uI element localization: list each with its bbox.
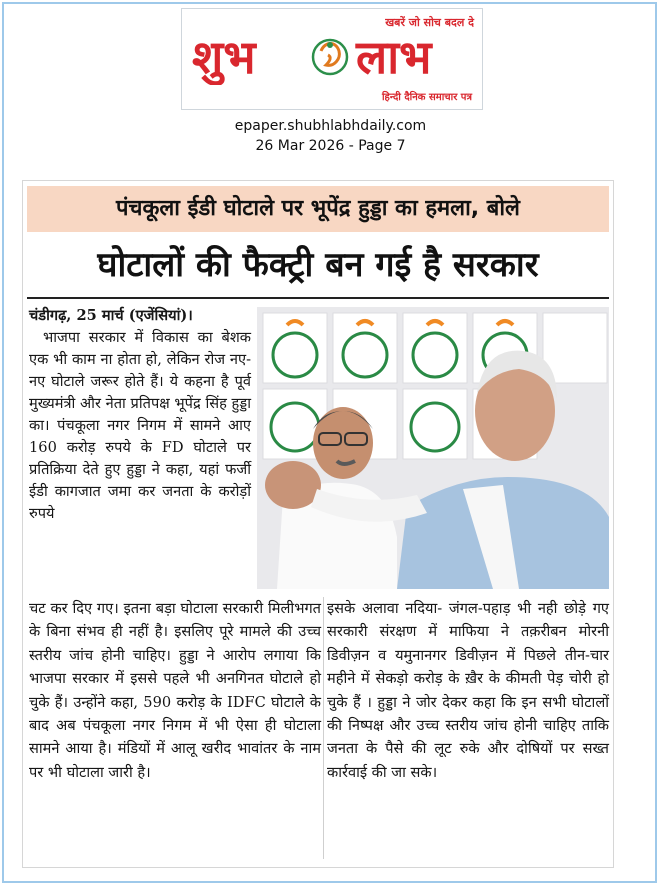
newspaper-masthead: [181, 8, 483, 110]
photo-illustration: [257, 307, 609, 589]
article-headline: घोटालों की फैक्ट्री बन गई है सरकार: [97, 245, 539, 285]
epaper-url: epaper.shubhlabhdaily.com: [234, 118, 427, 134]
news-article: [22, 180, 614, 868]
article-paragraph-intro: भाजपा सरकार में विकास का बेशक एक भी काम ना होता हो, लेकिन रोज नए-नए घोटाले जरूर होते हैं। ये कहना है पूर्व मुख्यमंत्री और नेता प्रतिपक्ष भूपेंद्र सिंह हुड्डा का। पंचकूला नगर निगम में सामने आए 160 करोड़ रुपये के FD घोटाले पर प्रतिक्रिया देते हुए हुड्डा ने कहा, यहां फर्जी ईडी कागजात जमा कर जनता के करोड़ों रुपये: [29, 329, 251, 522]
article-subhead: पंचकूला ईडी घोटाले पर भूपेंद्र हुड्डा का हमला, बोले: [27, 186, 609, 232]
masthead-title-right: लाभ: [356, 30, 432, 84]
article-paragraph-continued: चट कर दिए गए। इतना बड़ा घोटाला सरकारी मिलीभगत के बिना संभव ही नहीं है। इसलिए पूरे मामले की उच्च स्तरीय जांच होनी चाहिए। हुड्डा ने आरोप लगाया कि भाजपा सरकार में इससे पहले भी अनगिनत घोटाले हो चुके हैं। उन्होंने कहा, 590 करोड़ के IDFC घोटाले के बाद अब पंचकूला नगर निगम में भी ऐसा ही घोटाला सामने आया है। मंडियों में आलू खरीद भावांतर के नाम पर भी घोटाला जारी है।: [29, 600, 321, 781]
edition-date-page: 26 Mar 2026 - Page 7: [255, 138, 406, 154]
press-conference-photo: [257, 307, 609, 589]
column-divider: [323, 597, 324, 859]
ganesha-icon: [313, 40, 347, 74]
masthead-subtitle: हिन्दी दैनिक समाचार पत्र: [381, 92, 472, 103]
article-column-bottom-right: [327, 597, 609, 784]
masthead-logo: [190, 25, 474, 85]
masthead-tagline: खबरें जो सोच बदल दे: [385, 16, 474, 29]
headline-divider: [27, 297, 609, 299]
article-dateline: चंडीगढ़, 25 मार्च (एजेंसियां)।: [29, 307, 193, 324]
article-paragraph-final: इसके अलावा नदिया- जंगल-पहाड़ भी नही छोड़े गए सरकारी संरक्षण में माफिया ने तक़रीबन मोरनी डिवीज़न व यमुनानगर डिवीज़न में पिछले तीन-चार महीने में सेकड़ो करोड़ के ख़ैर के कीमती पेड़ चोरी हो चुके हैं । हुड्डा ने जोर देकर कहा कि इन सभी घोटालों की निष्पक्ष और उच्च स्तरीय जांच होनी चाहिए ताकि जनता के पैसे की लूट रुके और दोषियों पर सख्त कार्रवाई की जा सके।: [327, 600, 609, 781]
article-column-left: [29, 305, 251, 525]
article-column-bottom-left: [29, 597, 321, 784]
masthead-title-left: शुभ: [192, 30, 256, 84]
